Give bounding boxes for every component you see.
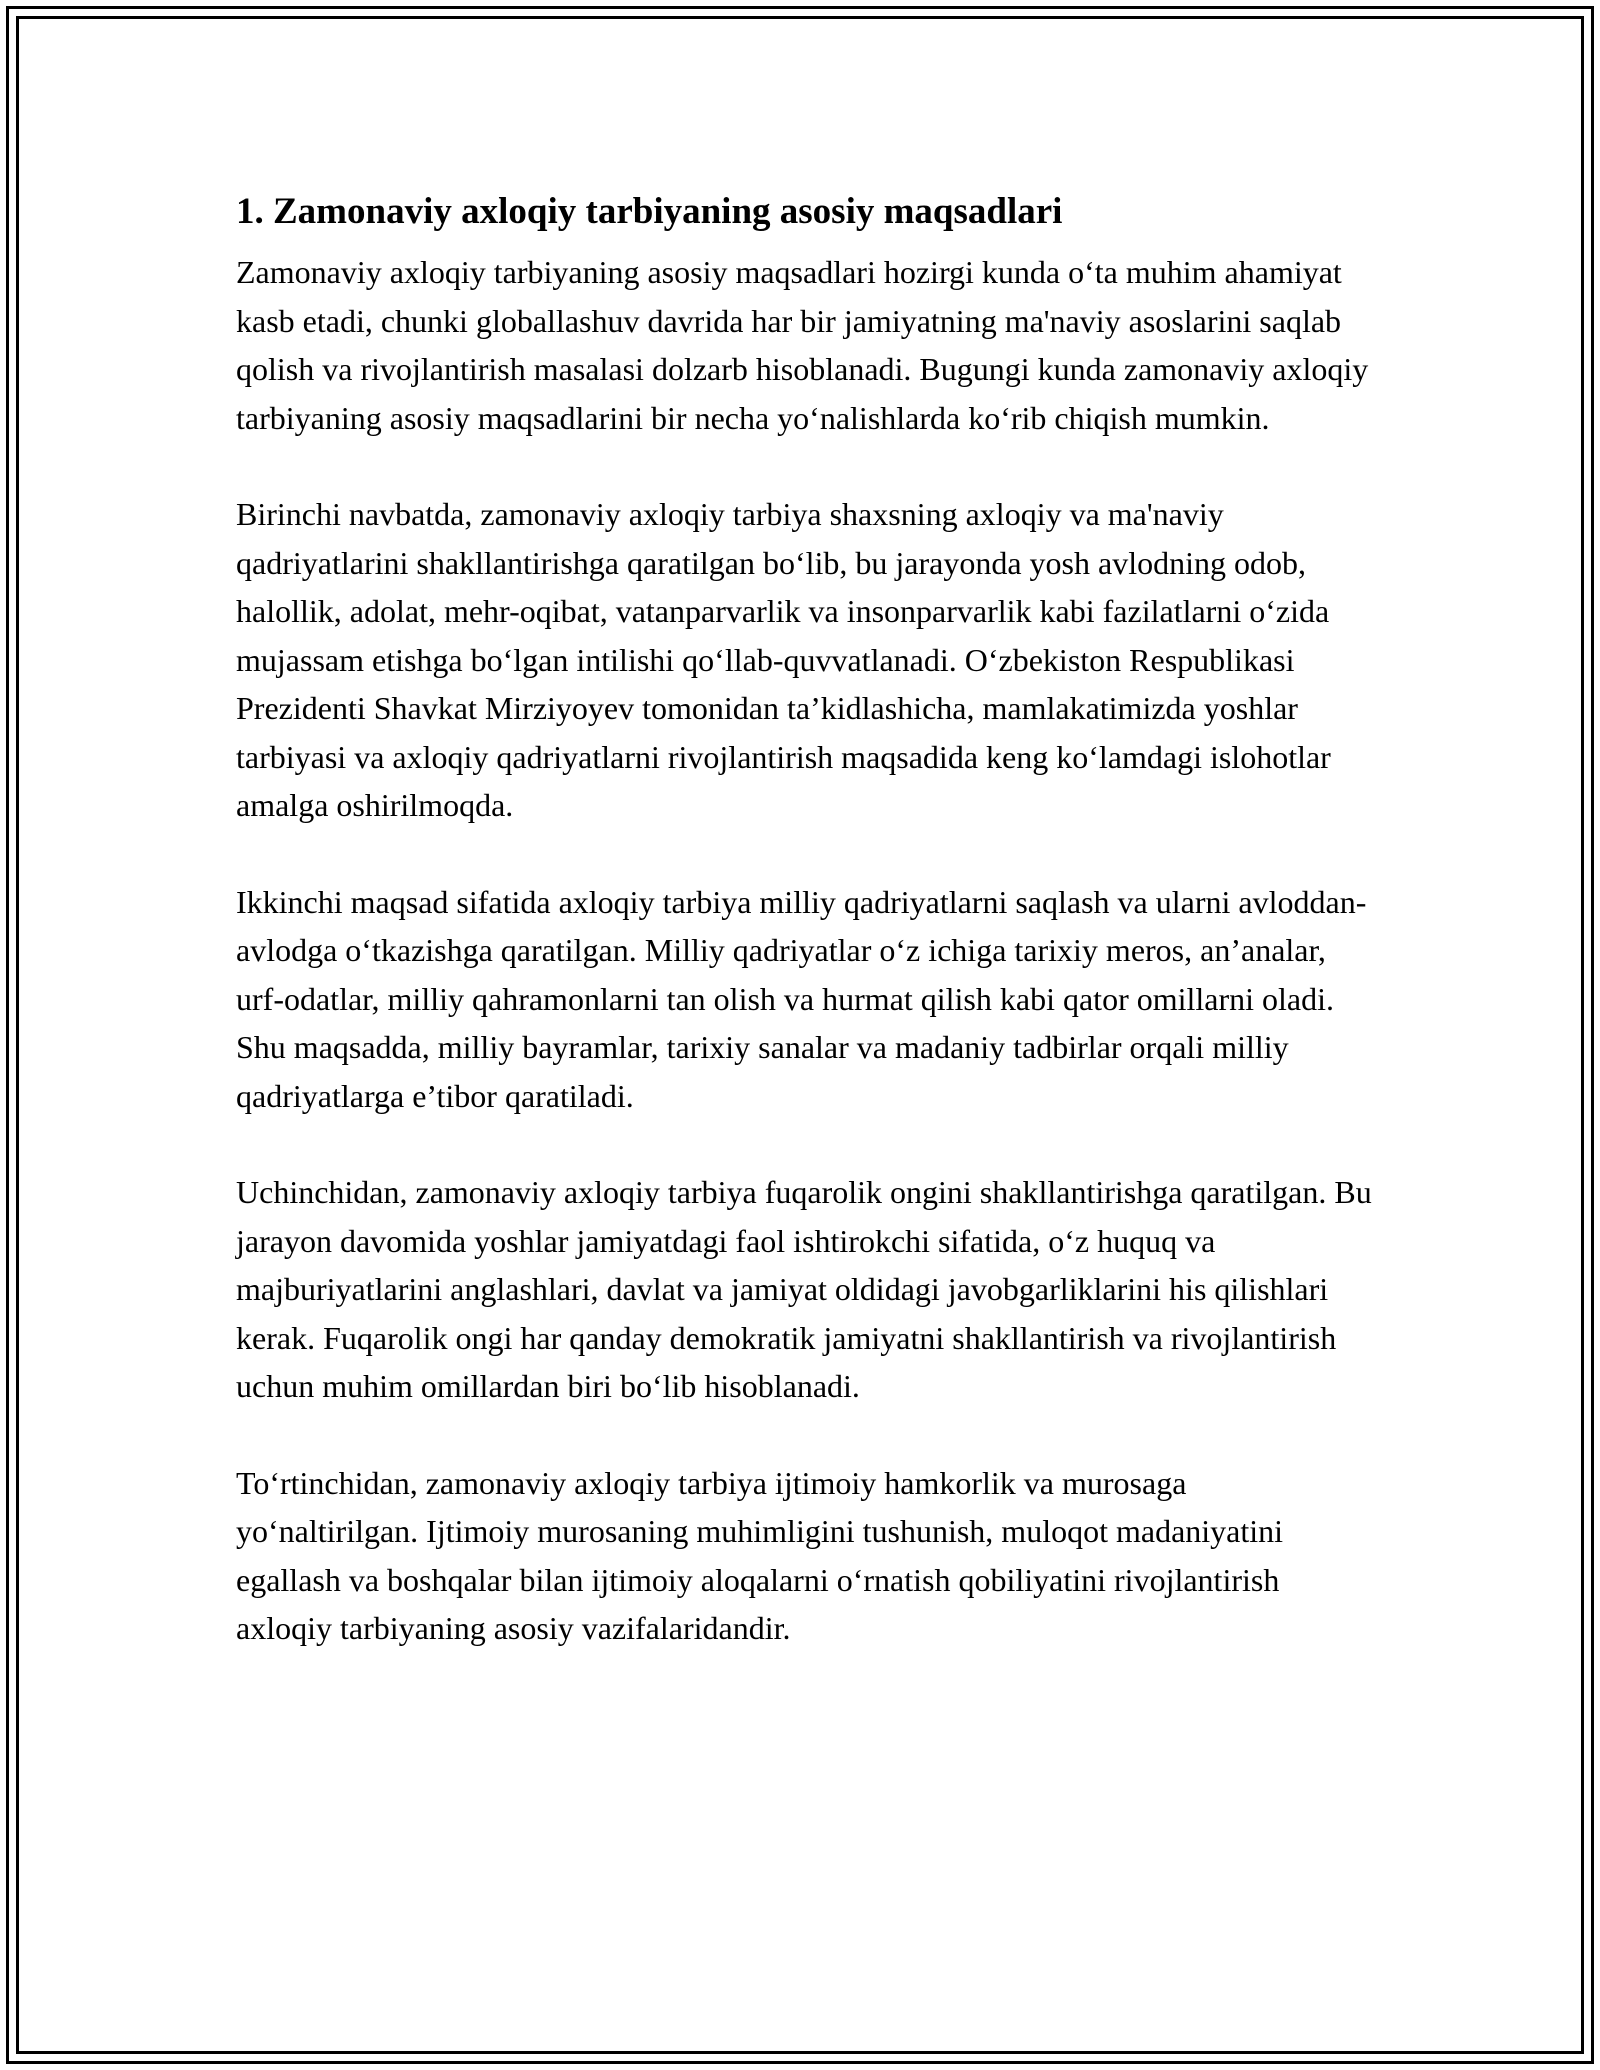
paragraph-2: Birinchi navbatda, zamonaviy axloqiy tarbiya shaxsning axloqiy va ma'naviy qadriyatlarini shakllantirishga qaratilgan bo‘lib, bu jarayonda yosh avlodning odob, halollik, adolat, mehr-oqibat, vatanparvarlik va insonparvarlik kabi fazilatlarni o‘zida mujassam etishga bo‘lgan intilishi qo‘llab-quvvatlanadi. O‘zbekiston Respublikasi Prezidenti Shavkat Mirziyoyev tomonidan ta’kidlashicha, mamlakatimizda yoshlar tarbiyasi va axloqiy qadriyatlarni rivojlantirish maqsadida keng ko‘lamdagi islohotlar amalga oshirilmoqda. [236,496,1331,823]
paragraph-5: To‘rtinchidan, zamonaviy axloqiy tarbiya ijtimoiy hamkorlik va murosaga yo‘naltirilgan. Ijtimoiy murosaning muhimligini tushunish, muloqot madaniyatini egallash va boshqalar bilan ijtimoiy aloqalarni o‘rnatish qobiliyatini rivojlantirish axloqiy tarbiyaning asosiy vazifalaridandir. [236,1464,1284,1646]
paragraph-1: Zamonaviy axloqiy tarbiyaning asosiy maqsadlari hozirgi kunda o‘ta muhim ahamiyat kasb etadi, chunki globallashuv davrida har bir jamiyatning ma'naviy asoslarini saqlab qolish va rivojlantirish masalasi dolzarb hisoblanadi. Bugungi kunda zamonaviy axloqiy tarbiyaning asosiy maqsadlarini bir necha yo‘nalishlarda ko‘rib chiqish mumkin. [236,254,1369,436]
paragraph-3: Ikkinchi maqsad sifatida axloqiy tarbiya milliy qadriyatlarni saqlash va ularni avloddan-avlodga o‘tkazishga qaratilgan. Milliy qadriyatlar o‘z ichiga tarixiy meros, an’analar, urf-odatlar, milliy qahramonlarni tan olish va hurmat qilish kabi qator omillarni oladi. Shu maqsadda, milliy bayramlar, tarixiy sanalar va madaniy tadbirlar orqali milliy qadriyatlarga e’tibor qaratiladi. [236,883,1367,1114]
document-body [236,180,1376,1701]
paragraph-4: Uchinchidan, zamonaviy axloqiy tarbiya fuqarolik ongini shakllantirishga qaratilgan. Bu jarayon davomida yoshlar jamiyatdagi faol ishtirokchi sifatida, o‘z huquq va majburiyatlarini anglashlari, davlat va jamiyat oldidagi javobgarliklarini his qilishlari kerak. Fuqarolik ongi har qanday demokratik jamiyatni shakllantirish va rivojlantirish uchun muhim omillardan biri bo‘lib hisoblanadi. [236,1174,1372,1404]
section-heading: 1. Zamonaviy axloqiy tarbiyaning asosiy maqsadlari [236,191,1063,232]
